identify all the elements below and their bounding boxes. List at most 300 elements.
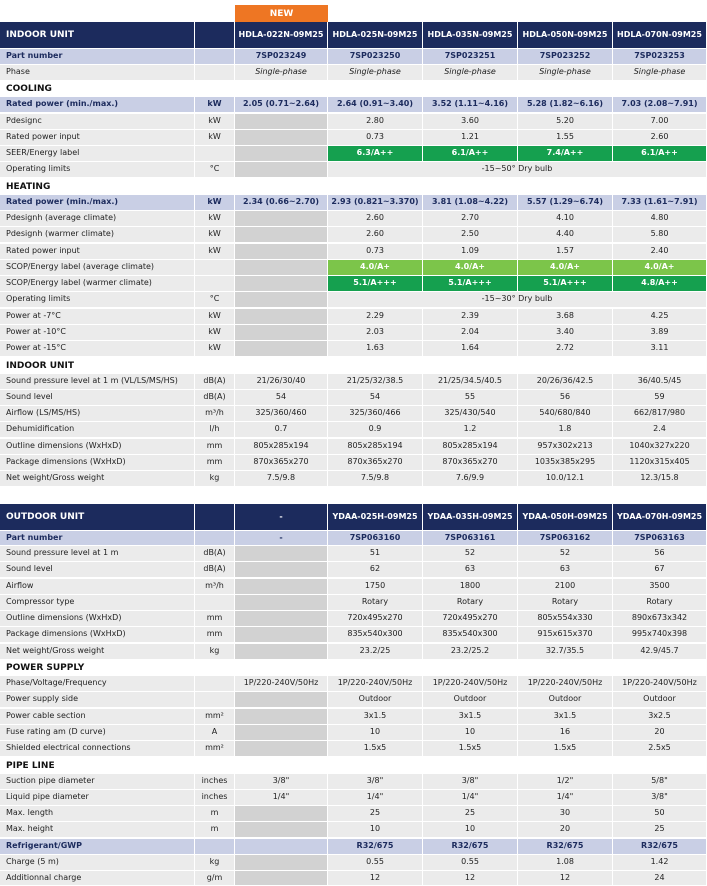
row-value: Outdoor bbox=[613, 692, 707, 708]
row-value: 1/4" bbox=[328, 790, 423, 806]
row-value: 1.57 bbox=[518, 244, 613, 260]
row-value: 21/26/30/40 bbox=[235, 374, 328, 390]
row-value: 915x615x370 bbox=[518, 627, 613, 643]
row-value: 7.00 bbox=[613, 114, 707, 130]
pipe-spec-row bbox=[0, 822, 707, 838]
row-value: 2.60 bbox=[328, 227, 423, 243]
row-unit: kW bbox=[195, 114, 235, 130]
outdoor-spec-row bbox=[0, 595, 707, 611]
outdoor-spec-row bbox=[0, 644, 707, 660]
row-value: 63 bbox=[518, 562, 613, 578]
row-label: Operating limits bbox=[0, 292, 195, 308]
row-label: Sound level bbox=[0, 390, 195, 406]
section-title: COOLING bbox=[0, 81, 707, 97]
row-unit: kg bbox=[195, 471, 235, 487]
row-unit: inches bbox=[195, 790, 235, 806]
phase-value: Single-phase bbox=[423, 65, 518, 81]
row-value: 1/2" bbox=[518, 774, 613, 790]
pdesignh-avg-row bbox=[0, 211, 707, 227]
power-10-row bbox=[0, 325, 707, 341]
row-value: 662/817/980 bbox=[613, 406, 707, 422]
row-unit: mm bbox=[195, 455, 235, 471]
row-unit: m bbox=[195, 806, 235, 822]
row-value: Outdoor bbox=[328, 692, 423, 708]
refrigerant-value bbox=[235, 839, 328, 855]
row-label: Rated power (min./max.) bbox=[0, 97, 195, 113]
power-spec-row bbox=[0, 725, 707, 741]
row-value: 835x540x300 bbox=[423, 627, 518, 643]
row-value: 4.40 bbox=[518, 227, 613, 243]
row-value: 6.1/A++ bbox=[613, 146, 707, 162]
row-label: SCOP/Energy label (average climate) bbox=[0, 260, 195, 276]
model-name: - bbox=[235, 504, 328, 531]
row-label: Sound pressure level at 1 m bbox=[0, 546, 195, 562]
row-value: 7.4/A++ bbox=[518, 146, 613, 162]
row-unit: kW bbox=[195, 211, 235, 227]
row-value: 2.5x5 bbox=[613, 741, 707, 757]
row-value: 24 bbox=[613, 871, 707, 886]
row-unit bbox=[195, 65, 235, 81]
row-label: Part number bbox=[0, 531, 195, 546]
row-value: 2.60 bbox=[613, 130, 707, 146]
indoor-spec-row bbox=[0, 406, 707, 422]
row-label: Dehumidification bbox=[0, 422, 195, 438]
row-value: 50 bbox=[613, 806, 707, 822]
row-unit: kg bbox=[195, 855, 235, 871]
row-value: 5.1/A+++ bbox=[518, 276, 613, 292]
row-value: 3x1.5 bbox=[518, 709, 613, 725]
row-value: 7.5/9.8 bbox=[328, 471, 423, 487]
cooling-rated-power-row bbox=[0, 97, 707, 113]
row-label: Power at -10°C bbox=[0, 325, 195, 341]
pipe-section bbox=[0, 758, 707, 774]
power-spec-row bbox=[0, 676, 707, 692]
row-value: 1.2 bbox=[423, 422, 518, 438]
row-value: 2.29 bbox=[328, 309, 423, 325]
row-value: 1.8 bbox=[518, 422, 613, 438]
row-value: 1035x385x295 bbox=[518, 455, 613, 471]
row-value: 5.1/A+++ bbox=[423, 276, 518, 292]
section-title: POWER SUPPLY bbox=[0, 660, 707, 676]
model-name: HDLA-050N-09M25 bbox=[518, 22, 613, 49]
row-label: Net weight/Gross weight bbox=[0, 644, 195, 660]
part-number: - bbox=[235, 531, 328, 546]
row-value: 3/8" bbox=[328, 774, 423, 790]
row-value: 6.1/A++ bbox=[423, 146, 518, 162]
row-value: 54 bbox=[235, 390, 328, 406]
row-unit: g/m bbox=[195, 871, 235, 886]
row-value: 1.64 bbox=[423, 341, 518, 357]
indoor-spec-row bbox=[0, 374, 707, 390]
row-value bbox=[235, 709, 328, 725]
refrigerant-value: R32/675 bbox=[423, 839, 518, 855]
heating-input-row bbox=[0, 244, 707, 260]
indoor-title: INDOOR UNIT bbox=[0, 22, 195, 49]
cooling-section bbox=[0, 81, 707, 97]
row-value: 957x302x213 bbox=[518, 439, 613, 455]
row-value bbox=[235, 725, 328, 741]
heating-section bbox=[0, 179, 707, 195]
phase-value: Single-phase bbox=[613, 65, 707, 81]
row-value: 32.7/35.5 bbox=[518, 644, 613, 660]
row-value: 12 bbox=[328, 871, 423, 886]
row-label: Shielded electrical connections bbox=[0, 741, 195, 757]
part-number: 7SP063161 bbox=[423, 531, 518, 546]
row-label: SEER/Energy label bbox=[0, 146, 195, 162]
row-value: 3x1.5 bbox=[328, 709, 423, 725]
row-value: 0.73 bbox=[328, 244, 423, 260]
row-value: 870x365x270 bbox=[235, 455, 328, 471]
row-value: 2.93 (0.821~3.370) bbox=[328, 195, 423, 211]
row-label: Phase/Voltage/Frequency bbox=[0, 676, 195, 692]
row-value bbox=[235, 276, 328, 292]
row-value: 0.7 bbox=[235, 422, 328, 438]
model-name: YDAA-025H-09M25 bbox=[328, 504, 423, 531]
row-value: 10 bbox=[423, 725, 518, 741]
row-value: 62 bbox=[328, 562, 423, 578]
row-value: 2.72 bbox=[518, 341, 613, 357]
row-value: 1.42 bbox=[613, 855, 707, 871]
refrigerant-value: R32/675 bbox=[328, 839, 423, 855]
row-value: 4.25 bbox=[613, 309, 707, 325]
row-value: 805x285x194 bbox=[235, 439, 328, 455]
row-unit: dB(A) bbox=[195, 374, 235, 390]
row-value: 3.89 bbox=[613, 325, 707, 341]
indoor-section bbox=[0, 358, 707, 374]
row-label: Airflow bbox=[0, 579, 195, 595]
model-name: HDLA-022N-09M25 bbox=[235, 22, 328, 49]
row-unit: kW bbox=[195, 341, 235, 357]
row-label: Compressor type bbox=[0, 595, 195, 611]
row-value: 10 bbox=[423, 822, 518, 838]
model-name: HDLA-025N-09M25 bbox=[328, 22, 423, 49]
row-value: 1.5x5 bbox=[328, 741, 423, 757]
row-value: 12 bbox=[423, 871, 518, 886]
row-value: 325/430/540 bbox=[423, 406, 518, 422]
row-unit: m bbox=[195, 822, 235, 838]
row-unit: mm bbox=[195, 627, 235, 643]
row-value: 870x365x270 bbox=[423, 455, 518, 471]
phase-value: Single-phase bbox=[235, 65, 328, 81]
row-value: Rotary bbox=[328, 595, 423, 611]
row-value: 0.9 bbox=[328, 422, 423, 438]
row-label: Net weight/Gross weight bbox=[0, 471, 195, 487]
row-value bbox=[235, 806, 328, 822]
row-value: 1P/220-240V/50Hz bbox=[328, 676, 423, 692]
row-unit: °C bbox=[195, 162, 235, 178]
indoor-spec-row bbox=[0, 455, 707, 471]
row-value: 2.64 (0.91~3.40) bbox=[328, 97, 423, 113]
row-value: 3/8" bbox=[423, 774, 518, 790]
row-value: 21/25/32/38.5 bbox=[328, 374, 423, 390]
row-value: 540/680/840 bbox=[518, 406, 613, 422]
indoor-spec-row bbox=[0, 390, 707, 406]
row-value bbox=[235, 627, 328, 643]
model-name: HDLA-035N-09M25 bbox=[423, 22, 518, 49]
pdesignh-warm-row bbox=[0, 227, 707, 243]
row-value: 2.4 bbox=[613, 422, 707, 438]
row-label: Package dimensions (WxHxD) bbox=[0, 455, 195, 471]
row-value: 4.8/A++ bbox=[613, 276, 707, 292]
row-value bbox=[235, 244, 328, 260]
row-value: 52 bbox=[518, 546, 613, 562]
row-value: 4.10 bbox=[518, 211, 613, 227]
row-unit: mm² bbox=[195, 709, 235, 725]
power-section bbox=[0, 660, 707, 676]
scop-avg-row bbox=[0, 260, 707, 276]
row-unit bbox=[195, 676, 235, 692]
row-value: 2.03 bbox=[328, 325, 423, 341]
row-value: 42.9/45.7 bbox=[613, 644, 707, 660]
row-unit: kW bbox=[195, 227, 235, 243]
cooling-limits-row bbox=[0, 162, 707, 178]
row-value: 890x673x342 bbox=[613, 611, 707, 627]
power-7-row bbox=[0, 309, 707, 325]
row-label: Airflow (LS/MS/HS) bbox=[0, 406, 195, 422]
row-value: 0.73 bbox=[328, 130, 423, 146]
row-label: Sound pressure level at 1 m (VL/LS/MS/HS) bbox=[0, 374, 195, 390]
part-number: 7SP063162 bbox=[518, 531, 613, 546]
row-label: Fuse rating am (D curve) bbox=[0, 725, 195, 741]
row-value: 5.1/A+++ bbox=[328, 276, 423, 292]
row-value: 36/40.5/45 bbox=[613, 374, 707, 390]
row-value: 1.21 bbox=[423, 130, 518, 146]
outdoor-part-row bbox=[0, 531, 707, 546]
row-unit: mm bbox=[195, 439, 235, 455]
row-unit: kg bbox=[195, 644, 235, 660]
row-value: 56 bbox=[613, 546, 707, 562]
row-unit: dB(A) bbox=[195, 390, 235, 406]
row-value: 805x554x330 bbox=[518, 611, 613, 627]
row-value: 3x2.5 bbox=[613, 709, 707, 725]
row-value: 23.2/25 bbox=[328, 644, 423, 660]
section-title: INDOOR UNIT bbox=[0, 358, 707, 374]
row-value: 2.04 bbox=[423, 325, 518, 341]
row-unit bbox=[195, 531, 235, 546]
row-value: 1.63 bbox=[328, 341, 423, 357]
row-value: 20 bbox=[518, 822, 613, 838]
row-value: 51 bbox=[328, 546, 423, 562]
row-value: 59 bbox=[613, 390, 707, 406]
row-value bbox=[235, 325, 328, 341]
row-value: 835x540x300 bbox=[328, 627, 423, 643]
row-label: Suction pipe diameter bbox=[0, 774, 195, 790]
outdoor-title: OUTDOOR UNIT bbox=[0, 504, 195, 531]
row-value: 3/8" bbox=[235, 774, 328, 790]
row-value bbox=[235, 692, 328, 708]
row-value: 1120x315x405 bbox=[613, 455, 707, 471]
row-label: Outline dimensions (WxHxD) bbox=[0, 611, 195, 627]
row-label: Package dimensions (WxHxD) bbox=[0, 627, 195, 643]
row-value: 3.52 (1.11~4.16) bbox=[423, 97, 518, 113]
row-unit bbox=[195, 692, 235, 708]
row-value: 6.3/A++ bbox=[328, 146, 423, 162]
row-value: 10 bbox=[328, 725, 423, 741]
row-value bbox=[235, 871, 328, 886]
row-value: 16 bbox=[518, 725, 613, 741]
row-unit: kW bbox=[195, 97, 235, 113]
additional-charge-row bbox=[0, 871, 707, 886]
part-number: 7SP063163 bbox=[613, 531, 707, 546]
row-value: 1/4" bbox=[423, 790, 518, 806]
row-value: 5.20 bbox=[518, 114, 613, 130]
row-value bbox=[235, 114, 328, 130]
row-value: 55 bbox=[423, 390, 518, 406]
row-value: 3.11 bbox=[613, 341, 707, 357]
part-number-row bbox=[0, 49, 707, 65]
outdoor-spec-row bbox=[0, 579, 707, 595]
row-value: 5.57 (1.29~6.74) bbox=[518, 195, 613, 211]
row-value: 12.3/15.8 bbox=[613, 471, 707, 487]
row-label: Phase bbox=[0, 65, 195, 81]
row-value: 4.0/A+ bbox=[518, 260, 613, 276]
row-value: 1P/220-240V/50Hz bbox=[613, 676, 707, 692]
row-value: 870x365x270 bbox=[328, 455, 423, 471]
row-label: SCOP/Energy label (warmer climate) bbox=[0, 276, 195, 292]
row-value: 25 bbox=[423, 806, 518, 822]
row-value: 325/360/460 bbox=[235, 406, 328, 422]
row-value: 7.33 (1.61~7.91) bbox=[613, 195, 707, 211]
row-value: 3.81 (1.08~4.22) bbox=[423, 195, 518, 211]
pdesignc-row bbox=[0, 114, 707, 130]
row-unit bbox=[195, 276, 235, 292]
row-unit: mm bbox=[195, 611, 235, 627]
refrigerant-value: R32/675 bbox=[518, 839, 613, 855]
row-value: 1/4" bbox=[518, 790, 613, 806]
row-unit bbox=[195, 595, 235, 611]
row-label: Power at -15°C bbox=[0, 341, 195, 357]
row-value: 1/4" bbox=[235, 790, 328, 806]
outdoor-spec-row bbox=[0, 546, 707, 562]
limits-blank bbox=[235, 292, 328, 308]
row-label: Pdesignh (warmer climate) bbox=[0, 227, 195, 243]
row-value: 2.60 bbox=[328, 211, 423, 227]
row-label: Liquid pipe diameter bbox=[0, 790, 195, 806]
row-value bbox=[235, 341, 328, 357]
row-value bbox=[235, 579, 328, 595]
row-label: Rated power input bbox=[0, 130, 195, 146]
row-value: 25 bbox=[328, 806, 423, 822]
limits-value: -15~30° Dry bulb bbox=[328, 292, 707, 308]
new-badge: NEW bbox=[235, 5, 328, 22]
row-value: Rotary bbox=[518, 595, 613, 611]
outdoor-spec-row bbox=[0, 627, 707, 643]
limits-blank bbox=[235, 162, 328, 178]
row-label: Sound level bbox=[0, 562, 195, 578]
power-15-row bbox=[0, 341, 707, 357]
row-value: 7.5/9.8 bbox=[235, 471, 328, 487]
row-value bbox=[235, 562, 328, 578]
power-spec-row bbox=[0, 692, 707, 708]
row-label: Part number bbox=[0, 49, 195, 65]
cooling-input-row bbox=[0, 130, 707, 146]
part-number: 7SP063160 bbox=[328, 531, 423, 546]
row-value bbox=[235, 146, 328, 162]
section-title: PIPE LINE bbox=[0, 758, 707, 774]
scop-warm-row bbox=[0, 276, 707, 292]
outdoor-spec-row bbox=[0, 562, 707, 578]
row-value: 720x495x270 bbox=[328, 611, 423, 627]
row-value: Rotary bbox=[423, 595, 518, 611]
row-value: 1.09 bbox=[423, 244, 518, 260]
row-unit: dB(A) bbox=[195, 546, 235, 562]
row-value: 10.0/12.1 bbox=[518, 471, 613, 487]
row-value: 52 bbox=[423, 546, 518, 562]
row-unit: inches bbox=[195, 774, 235, 790]
part-number: 7SP023252 bbox=[518, 49, 613, 65]
row-value bbox=[235, 595, 328, 611]
row-unit bbox=[195, 146, 235, 162]
row-value: 21/25/34.5/40.5 bbox=[423, 374, 518, 390]
row-value bbox=[235, 644, 328, 660]
seer-row bbox=[0, 146, 707, 162]
phase-value: Single-phase bbox=[518, 65, 613, 81]
row-unit: m³/h bbox=[195, 406, 235, 422]
row-value bbox=[235, 611, 328, 627]
row-value bbox=[235, 822, 328, 838]
pipe-spec-row bbox=[0, 774, 707, 790]
model-name: YDAA-035H-09M25 bbox=[423, 504, 518, 531]
row-value bbox=[235, 546, 328, 562]
row-unit bbox=[195, 839, 235, 855]
header-unit-blank bbox=[195, 504, 235, 531]
row-value: 10 bbox=[328, 822, 423, 838]
row-value: 2.70 bbox=[423, 211, 518, 227]
row-value: 1750 bbox=[328, 579, 423, 595]
model-name: YDAA-070H-09M25 bbox=[613, 504, 707, 531]
charge-row bbox=[0, 855, 707, 871]
row-label: Pdesignh (average climate) bbox=[0, 211, 195, 227]
row-value: 720x495x270 bbox=[423, 611, 518, 627]
row-unit bbox=[195, 260, 235, 276]
row-unit: kW bbox=[195, 309, 235, 325]
row-value: 20 bbox=[613, 725, 707, 741]
row-value: 1800 bbox=[423, 579, 518, 595]
row-value: 56 bbox=[518, 390, 613, 406]
row-value: 2.40 bbox=[613, 244, 707, 260]
row-label: Power cable section bbox=[0, 709, 195, 725]
row-value: Outdoor bbox=[518, 692, 613, 708]
row-value bbox=[235, 855, 328, 871]
part-number: 7SP023250 bbox=[328, 49, 423, 65]
row-unit: A bbox=[195, 725, 235, 741]
row-value: 54 bbox=[328, 390, 423, 406]
row-label: Max. length bbox=[0, 806, 195, 822]
row-value: 2.05 (0.71~2.64) bbox=[235, 97, 328, 113]
row-value: 63 bbox=[423, 562, 518, 578]
row-label: Pdesignc bbox=[0, 114, 195, 130]
row-label: Operating limits bbox=[0, 162, 195, 178]
row-value: Rotary bbox=[613, 595, 707, 611]
row-label: Max. height bbox=[0, 822, 195, 838]
row-value: 4.0/A+ bbox=[328, 260, 423, 276]
refrigerant-row bbox=[0, 839, 707, 855]
pipe-spec-row bbox=[0, 806, 707, 822]
power-spec-row bbox=[0, 709, 707, 725]
row-unit bbox=[195, 49, 235, 65]
row-value: 67 bbox=[613, 562, 707, 578]
row-value: 3x1.5 bbox=[423, 709, 518, 725]
row-value: Outdoor bbox=[423, 692, 518, 708]
outdoor-spec-row bbox=[0, 611, 707, 627]
part-number: 7SP023251 bbox=[423, 49, 518, 65]
row-value: 805x285x194 bbox=[423, 439, 518, 455]
model-name: HDLA-070N-09M25 bbox=[613, 22, 707, 49]
row-value: 4.0/A+ bbox=[613, 260, 707, 276]
row-value: 3.60 bbox=[423, 114, 518, 130]
row-value: 3/8" bbox=[613, 790, 707, 806]
part-number: 7SP023249 bbox=[235, 49, 328, 65]
